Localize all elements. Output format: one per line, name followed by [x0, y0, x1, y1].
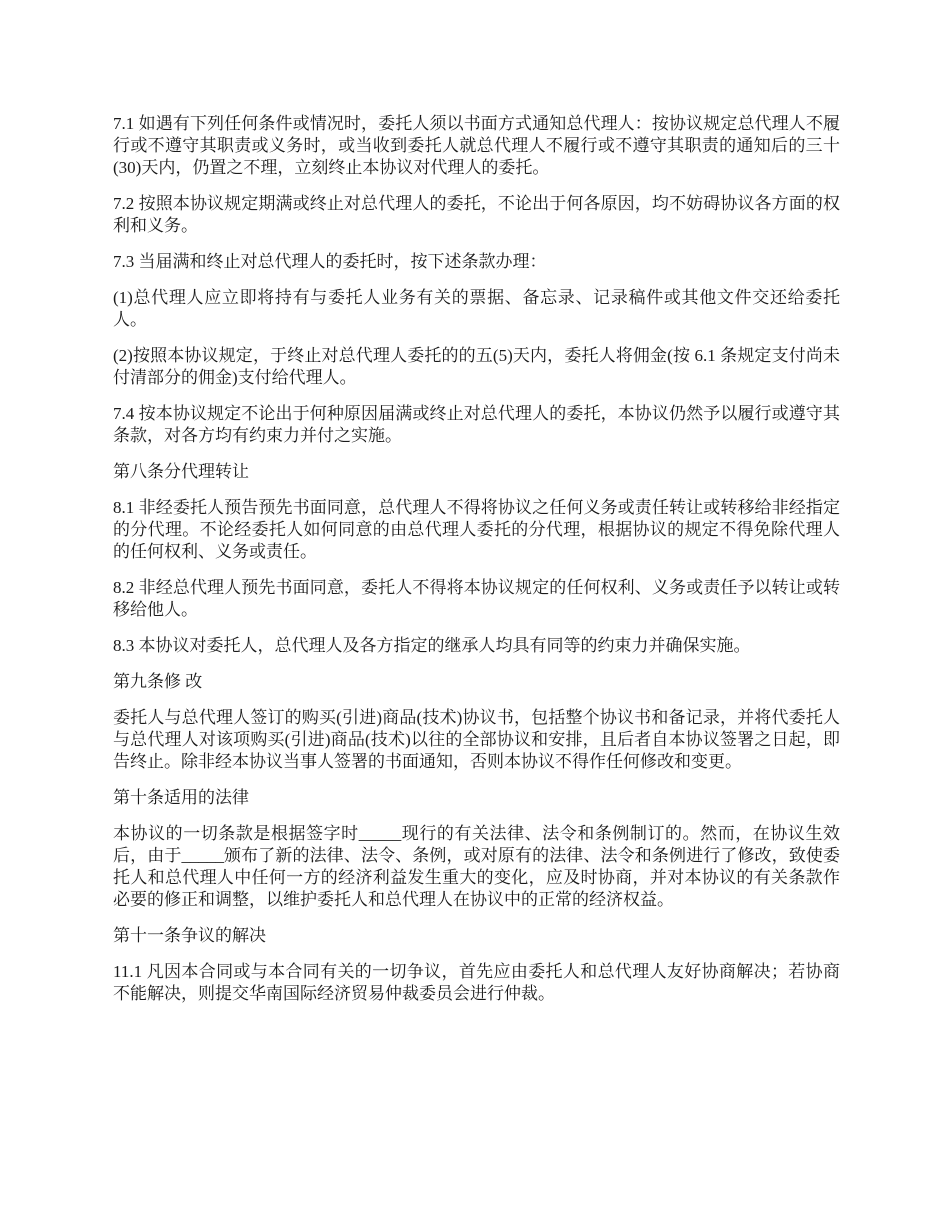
clause-7-1: 7.1 如遇有下列任何条件或情况时，委托人须以书面方式通知总代理人：按协议规定总代理人不履行或不遵守其职责或义务时，或当收到委托人就总代理人不履行或不遵守其职责的通知后的三十(30)天内，仍置之不理，立刻终止本协议对代理人的委托。	[113, 114, 840, 177]
clause-8-2: 8.2 非经总代理人预先书面同意，委托人不得将本协议规定的任何权利、义务或责任予以转让或转移给他人。	[113, 578, 840, 619]
article-8-heading: 第八条分代理转让	[113, 462, 249, 481]
clause-7-3: 7.3 当届满和终止对总代理人的委托时，按下述条款办理：	[113, 252, 547, 271]
article-9-heading: 第九条修 改	[113, 672, 203, 691]
article-11-heading: 第十一条争议的解决	[113, 926, 266, 945]
clause-7-3-item-1: (1)总代理人应立即将持有与委托人业务有关的票据、备忘录、记录稿件或其他文件交还给委托人。	[113, 288, 840, 329]
clause-8-3: 8.3 本协议对委托人，总代理人及各方指定的继承人均具有同等的约束力并确保实施。	[113, 636, 751, 655]
article-10-heading: 第十条适用的法律	[113, 788, 249, 807]
clause-8-1: 8.1 非经委托人预告预先书面同意，总代理人不得将协议之任何义务或责任转让或转移给非经指定的分代理。不论经委托人如何同意的由总代理人委托的分代理，根据协议的规定不得免除代理人的任何权利、义务或责任。	[113, 498, 840, 561]
clause-7-3-item-2: (2)按照本协议规定，于终止对总代理人委托的的五(5)天内，委托人将佣金(按 6.1 条规定支付尚未付清部分的佣金)支付给代理人。	[113, 346, 840, 387]
clause-11-1: 11.1 凡因本合同或与本合同有关的一切争议，首先应由委托人和总代理人友好协商解决；若协商不能解决，则提交华南国际经济贸易仲裁委员会进行仲裁。	[113, 962, 840, 1003]
article-9-body: 委托人与总代理人签订的购买(引进)商品(技术)协议书，包括整个协议书和备记录，并将代委托人与总代理人对该项购买(引进)商品(技术)以往的全部协议和安排，且后者自本协议签署之日起，即告终止。除非经本协议当事人签署的书面通知，否则本协议不得作任何修改和变更。	[113, 708, 840, 771]
clause-7-4: 7.4 按本协议规定不论出于何种原因届满或终止对总代理人的委托，本协议仍然予以履行或遵守其条款，对各方均有约束力并付之实施。	[113, 404, 840, 445]
article-10-body: 本协议的一切条款是根据签字时_____现行的有关法律、法令和条例制订的。然而，在协议生效后，由于_____颁布了新的法律、法令、条例，或对原有的法律、法令和条例进行了修改，致使委托人和总代理人中任何一方的经济利益发生重大的变化，应及时协商，并对本协议的有关条款作必要的修正和调整，以维护委托人和总代理人在协议中的正常的经济权益。	[113, 824, 840, 909]
clause-7-2: 7.2 按照本协议规定期满或终止对总代理人的委托，不论出于何各原因，均不妨碍协议各方面的权利和义务。	[113, 194, 840, 235]
